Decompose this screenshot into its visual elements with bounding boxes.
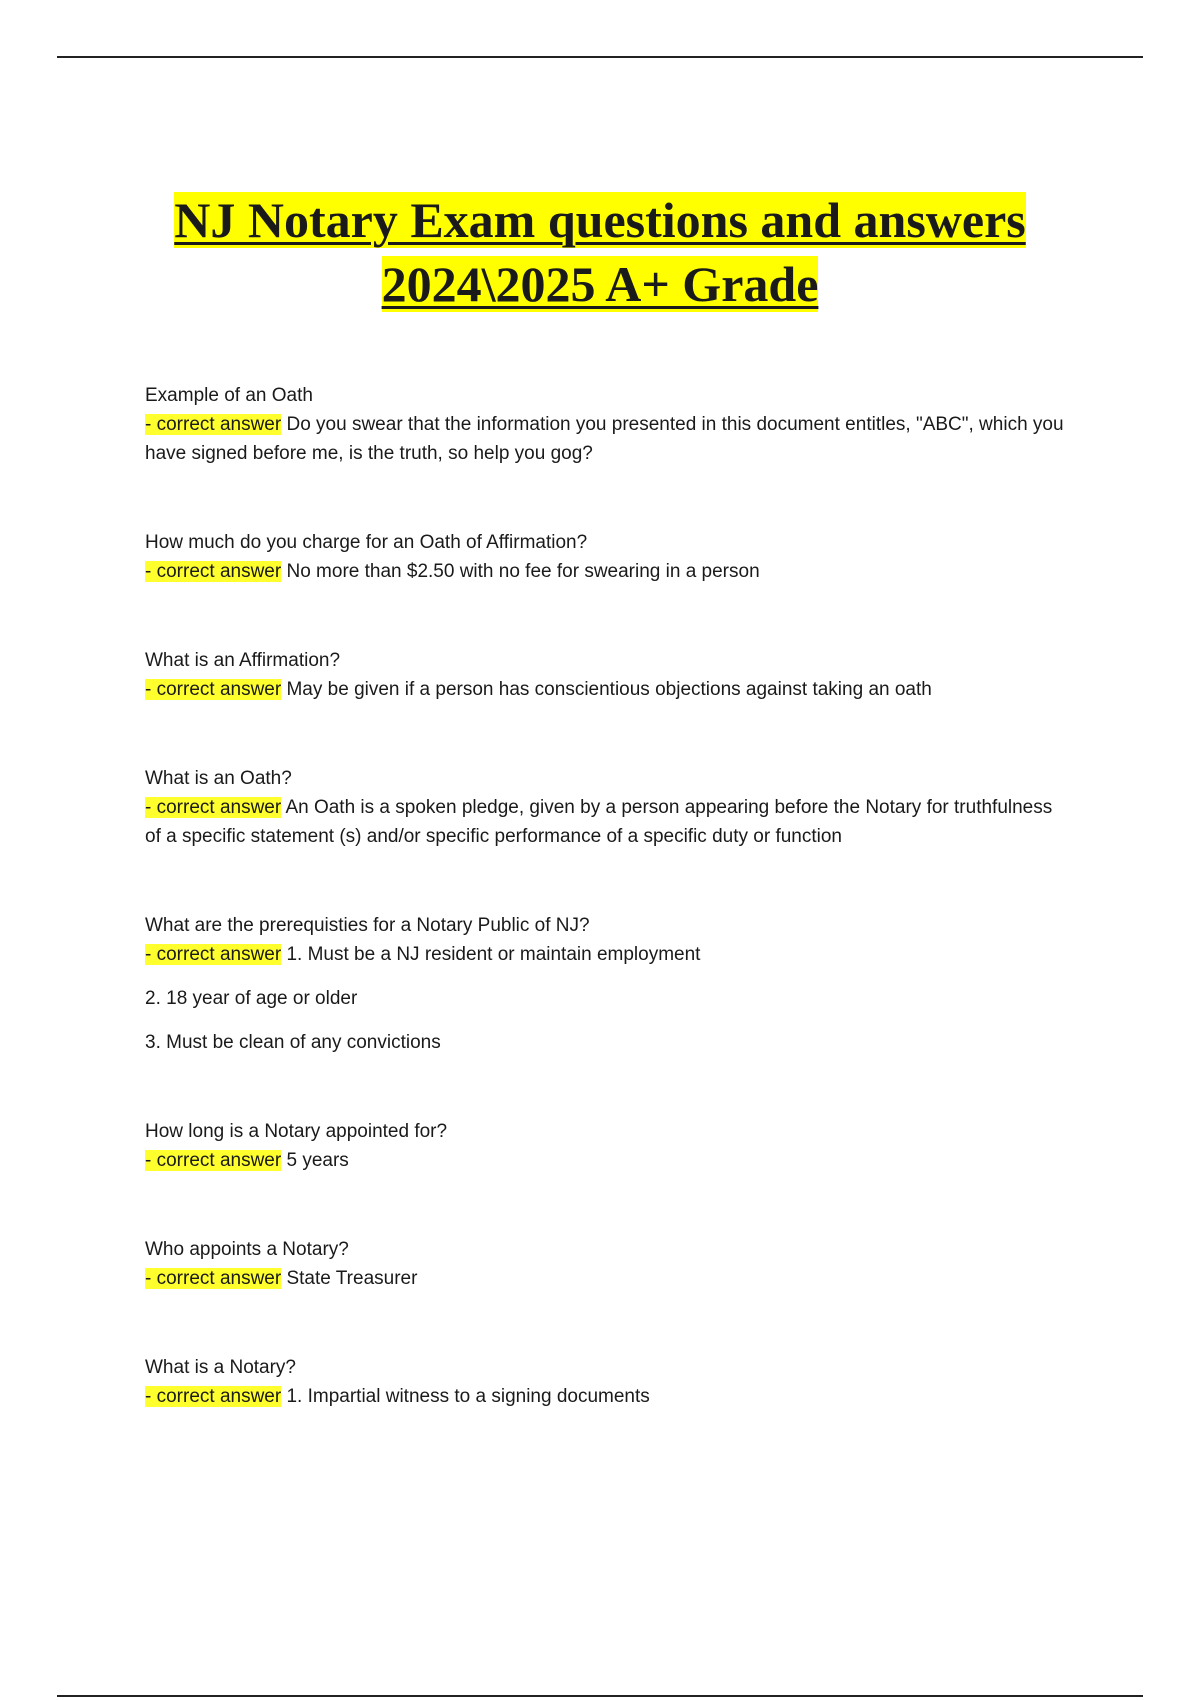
correct-answer-marker: - correct answer xyxy=(145,797,282,818)
answer-text: 1. Impartial witness to a signing documents xyxy=(286,1386,650,1407)
question-text: What are the prerequisties for a Notary Public of NJ? xyxy=(145,915,590,936)
question-text: How long is a Notary appointed for? xyxy=(145,1121,448,1142)
answer xyxy=(145,1146,1065,1175)
bottom-rule xyxy=(57,1695,1143,1697)
correct-answer-marker: - correct answer xyxy=(145,1268,282,1289)
answer xyxy=(145,1382,1065,1411)
answer xyxy=(145,1264,1065,1293)
answer xyxy=(145,675,1065,704)
title-line-1: NJ Notary Exam questions and answers xyxy=(174,192,1026,248)
answer-text: State Treasurer xyxy=(286,1268,418,1289)
top-rule xyxy=(57,56,1143,58)
answer-text: May be given if a person has conscientious objections against taking an oath xyxy=(286,679,932,700)
answer-continuation: 2. 18 year of age or older xyxy=(145,988,358,1009)
answer-text: 5 years xyxy=(286,1150,349,1171)
answer-text: 1. Must be a NJ resident or maintain employment xyxy=(286,944,701,965)
qa-item xyxy=(145,1353,1065,1411)
correct-answer-marker: - correct answer xyxy=(145,944,282,965)
question-text: Who appoints a Notary? xyxy=(145,1239,349,1260)
correct-answer-marker: - correct answer xyxy=(145,1386,282,1407)
page-title xyxy=(0,188,1200,316)
qa-list xyxy=(145,381,1065,1411)
correct-answer-marker: - correct answer xyxy=(145,561,282,582)
answer xyxy=(145,410,1065,468)
answer xyxy=(145,940,1065,969)
answer-text: No more than $2.50 with no fee for swearing in a person xyxy=(286,561,760,582)
qa-item xyxy=(145,528,1065,586)
correct-answer-marker: - correct answer xyxy=(145,679,282,700)
answer xyxy=(145,557,1065,586)
qa-item xyxy=(145,911,1065,1057)
answer-text: An Oath is a spoken pledge, given by a person appearing before the Notary for truthfulness of a specific statement (s) and/or specific performance of a specific duty or function xyxy=(145,797,1053,847)
correct-answer-marker: - correct answer xyxy=(145,1150,282,1171)
qa-item xyxy=(145,381,1065,468)
answer-text: Do you swear that the information you presented in this document entitles, "ABC", which you have signed before me, is the truth, so help you gog? xyxy=(145,414,1064,464)
title-line-2: 2024\2025 A+ Grade xyxy=(381,256,819,312)
answer-continuation: 3. Must be clean of any convictions xyxy=(145,1032,441,1053)
qa-item xyxy=(145,1235,1065,1293)
question-text: What is a Notary? xyxy=(145,1357,296,1378)
correct-answer-marker: - correct answer xyxy=(145,414,282,435)
question-text: Example of an Oath xyxy=(145,385,313,406)
question-text: What is an Oath? xyxy=(145,768,292,789)
question-text: How much do you charge for an Oath of Affirmation? xyxy=(145,532,588,553)
qa-item xyxy=(145,1117,1065,1175)
answer xyxy=(145,793,1065,851)
qa-item xyxy=(145,764,1065,851)
qa-item xyxy=(145,646,1065,704)
question-text: What is an Affirmation? xyxy=(145,650,341,671)
